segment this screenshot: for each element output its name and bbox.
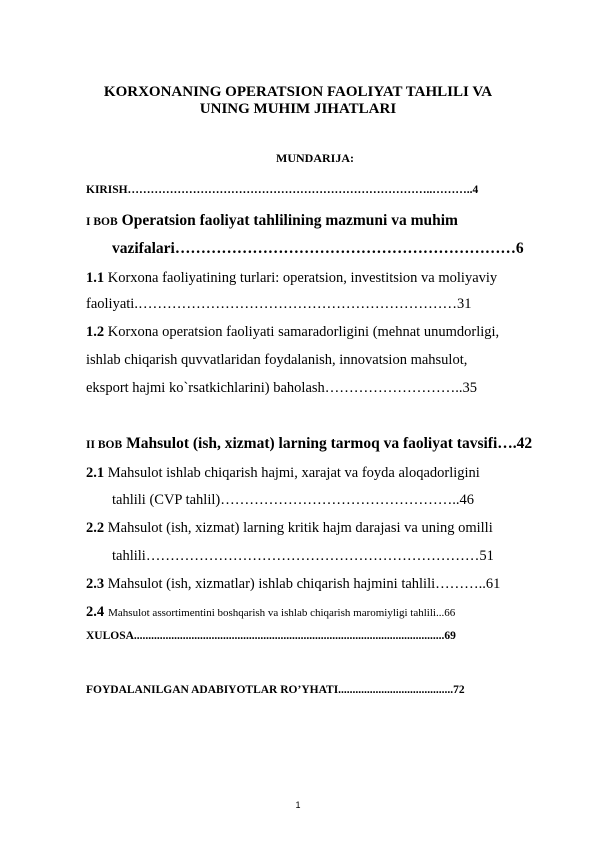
- section-number: 1.1: [86, 270, 105, 286]
- section-title: Mahsulot (ish, xizmat) larning kritik hajm darajasi va uning omilli: [107, 520, 493, 536]
- section-number: 2.3: [86, 576, 105, 592]
- section-number: 2.4: [86, 604, 105, 620]
- toc-section-1-2-line2: ishlab chiqarish quvvatlaridan foydalanish, innovatsion mahsulot,: [86, 352, 468, 368]
- bob2-title: Mahsulot (ish, xizmat) larning tarmoq va faoliyat tavsifi….42: [126, 435, 533, 452]
- section-title: Korxona operatsion faoliyati samaradorligini (mehnat unumdorligi,: [107, 324, 500, 340]
- toc-section-1-1-line1: [86, 270, 497, 287]
- page-number: 1: [295, 800, 301, 810]
- bob1-prefix: I BOB: [86, 216, 118, 228]
- toc-section-2-4: [86, 603, 455, 621]
- toc-references: FOYDALANILGAN ADABIYOTLAR RO’YHATI........................................72: [86, 684, 465, 696]
- toc-bob1-line2: vazifalari…………………………………………………………6: [112, 240, 524, 257]
- section-number: 2.1: [86, 465, 105, 481]
- toc-section-2-1-line2: tahlili (CVP tahlil)…………………………………………..46: [112, 492, 474, 508]
- toc-section-1-2-line3: eksport hajmi ko`rsatkichlarini) baholash………………………..35: [86, 380, 478, 396]
- toc-section-2-2-line1: [86, 520, 493, 537]
- section-title: Mahsulot assortimentini boshqarish va ishlab chiqarish maromiyligi tahlili...66: [108, 607, 456, 619]
- section-title: Mahsulot ishlab chiqarish hajmi, xarajat va foyda aloqadorligini: [107, 465, 480, 481]
- section-number: 1.2: [86, 324, 105, 340]
- toc-intro: KIRISH……………………………………………………………………..………..4: [86, 184, 479, 196]
- bob2-prefix: II BOB: [86, 439, 123, 451]
- toc-section-1-1-line2: faoliyati.…………………………………………………………31: [86, 296, 472, 312]
- toc-conclusion: XULOSA............................................................................................................69: [86, 630, 456, 642]
- section-number: 2.2: [86, 520, 105, 536]
- bob1-title: Operatsion faoliyat tahlilining mazmuni va muhim: [121, 212, 458, 229]
- contents-heading: MUNDARIJA:: [276, 151, 354, 165]
- toc-bob2: [86, 435, 532, 453]
- document-title-line2: UNING MUHIM JIHATLARI: [199, 101, 397, 117]
- document-title-line1: KORXONANING OPERATSION FAOLIYAT TAHLILI VA: [103, 84, 493, 100]
- toc-section-2-3: [86, 576, 500, 593]
- toc-section-1-2-line1: [86, 324, 499, 341]
- toc-bob1-line1: [86, 212, 458, 230]
- toc-section-2-1-line1: [86, 465, 480, 482]
- section-title: Korxona faoliyatining turlari: operatsion, investitsion va moliyaviy: [107, 270, 498, 286]
- toc-section-2-2-line2: tahlili……………………………………………………………51: [112, 548, 494, 564]
- section-title: Mahsulot (ish, xizmatlar) ishlab chiqarish hajmini tahlili………..61: [107, 576, 501, 592]
